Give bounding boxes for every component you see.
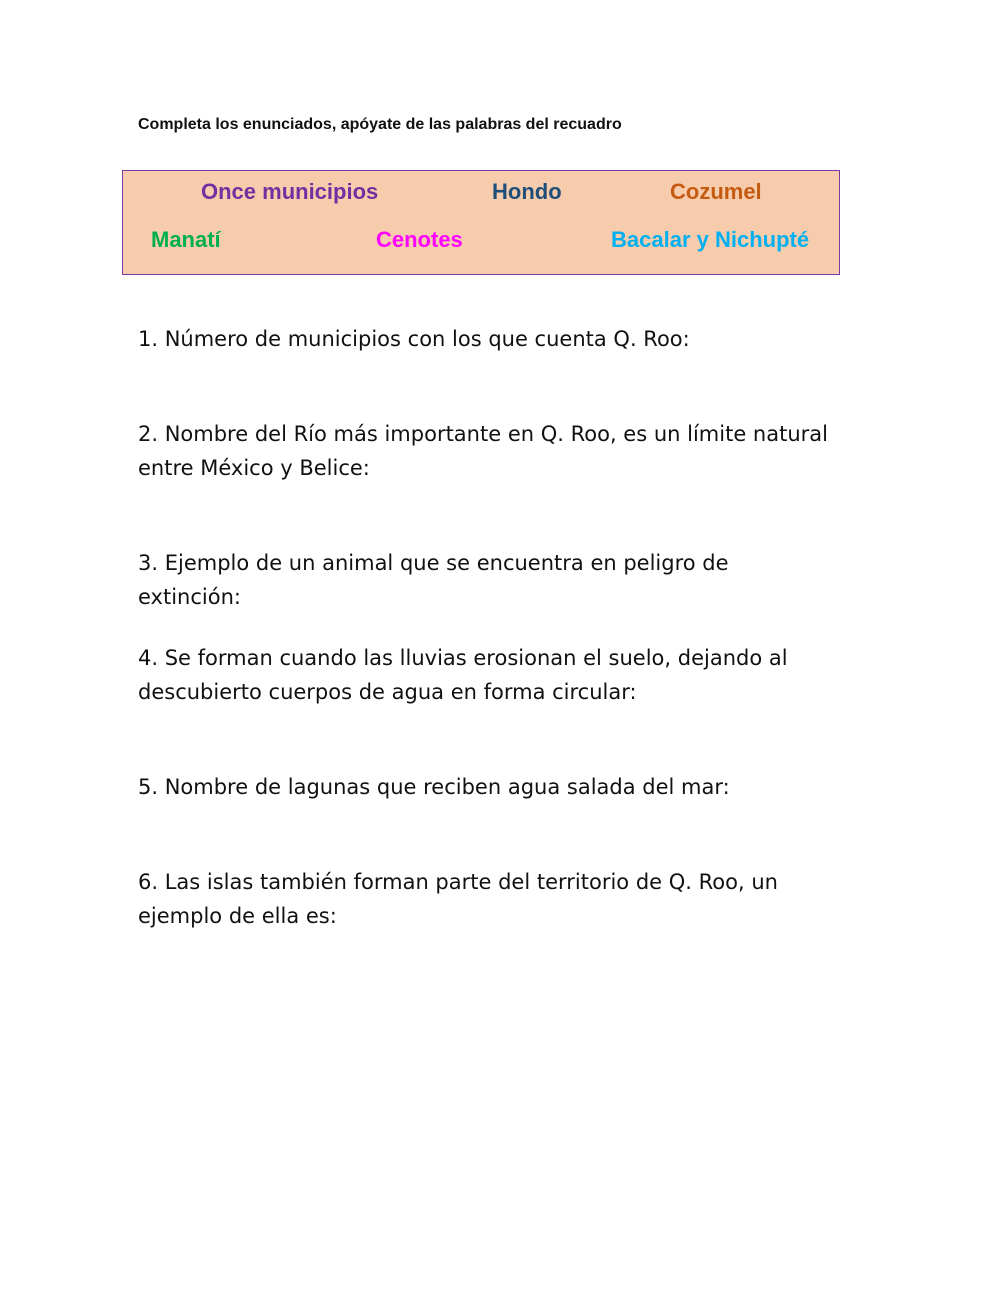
word-bank-item: Once municipios (201, 179, 379, 204)
word-bank-item: Hondo (492, 179, 562, 204)
word-bank-item: Cenotes (376, 227, 463, 252)
word-bank-item: Manatí (151, 227, 221, 252)
question-2: 2. Nombre del Río más importante en Q. Roo, es un límite natural entre México y Belice: (138, 422, 828, 480)
word-bank-item: Bacalar y Nichupté (611, 227, 810, 252)
question-1: 1. Número de municipios con los que cuenta Q. Roo: (138, 327, 690, 351)
word-bank-item: Cozumel (670, 179, 762, 204)
question-5: 5. Nombre de lagunas que reciben agua salada del mar: (138, 775, 730, 799)
question-3: 3. Ejemplo de un animal que se encuentra en peligro de extinción: (138, 551, 729, 609)
question-6: 6. Las islas también forman parte del territorio de Q. Roo, un ejemplo de ella es: (138, 870, 778, 928)
word-bank-box (122, 170, 840, 275)
question-4: 4. Se forman cuando las lluvias erosionan el suelo, dejando al descubierto cuerpos de agua en forma circular: (138, 646, 788, 704)
instruction-text: Completa los enunciados, apóyate de las palabras del recuadro (138, 116, 622, 133)
